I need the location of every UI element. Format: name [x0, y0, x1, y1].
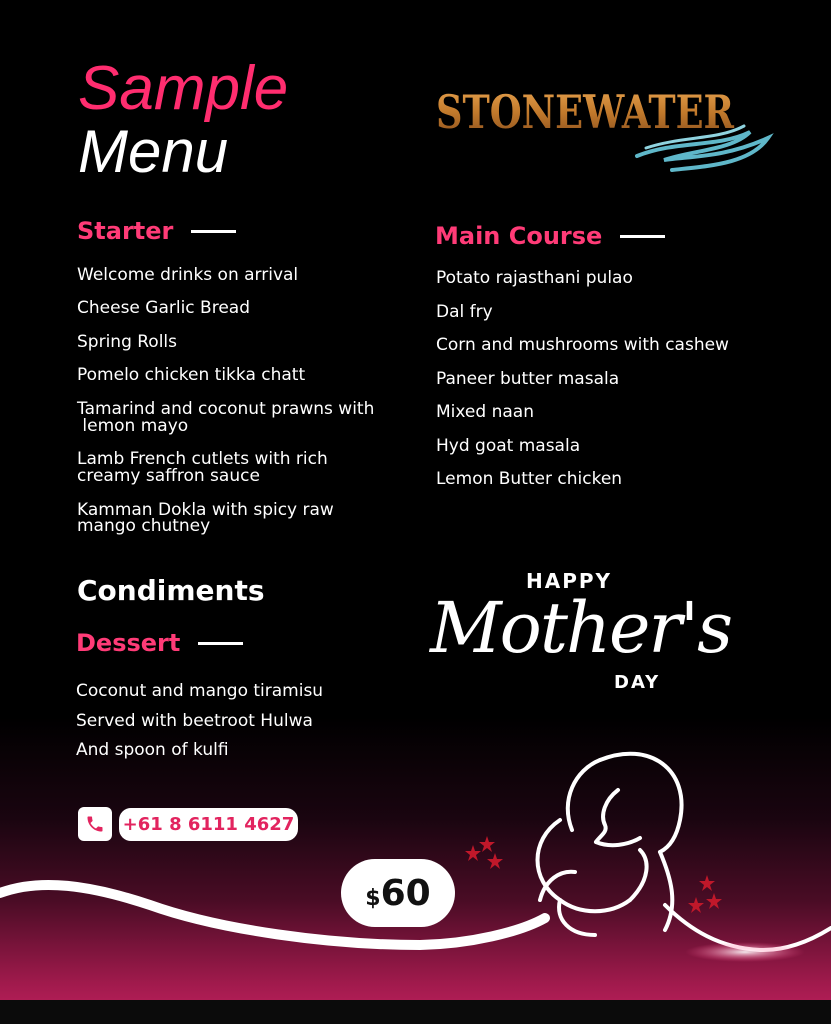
heading-rule [191, 230, 236, 233]
happy-text: HAPPY [526, 569, 613, 593]
condiments-heading: Condiments [77, 574, 265, 607]
heading-rule [198, 642, 243, 645]
main-course-item: Corn and mushrooms with cashew [436, 335, 729, 355]
dessert-item: Served with beetroot Hulwa [76, 711, 313, 731]
phone-icon[interactable] [78, 807, 112, 841]
main-course-item: Lemon Butter chicken [436, 469, 623, 489]
starter-item: Welcome drinks on arrival [77, 265, 299, 285]
bottom-bar [0, 1000, 831, 1024]
main-course-item: Paneer butter masala [436, 369, 620, 389]
logo-text: STONEWATER [436, 85, 735, 139]
starter-heading-label: Starter [77, 217, 174, 245]
starter-heading [77, 217, 236, 245]
starter-item: Tamarind and coconut prawns with [77, 399, 375, 419]
starter-item: creamy saffron sauce [77, 466, 260, 486]
dessert-item: Coconut and mango tiramisu [76, 681, 324, 701]
phone-number[interactable]: +61 8 6111 4627 [119, 808, 298, 841]
starter-item: Lamb French cutlets with rich [77, 449, 328, 469]
light-glow [685, 942, 805, 962]
starter-item: lemon mayo [77, 416, 189, 436]
main-course-item: Hyd goat masala [436, 436, 581, 456]
stonewater-logo [432, 82, 777, 174]
starter-item: Spring Rolls [77, 332, 178, 352]
starter-item: Cheese Garlic Bread [77, 298, 251, 318]
title-sample: Sample [78, 54, 289, 123]
phone-glyph [85, 814, 105, 834]
dessert-item: And spoon of kulfi [76, 740, 229, 760]
starter-item: Pomelo chicken tikka chatt [77, 365, 306, 385]
main-course-item: Potato rajasthani pulao [436, 268, 633, 288]
price-amount: 60 [380, 872, 431, 914]
mother-child-icon [538, 754, 682, 935]
price-currency: $ [365, 885, 381, 911]
main-course-heading [435, 222, 665, 250]
day-text: DAY [614, 672, 661, 693]
main-course-heading-label: Main Course [435, 222, 603, 250]
main-course-item: Dal fry [436, 302, 493, 322]
starter-item: mango chutney [77, 516, 211, 536]
dessert-heading [76, 629, 243, 657]
starter-item: Kamman Dokla with spicy raw [77, 500, 334, 520]
main-course-item: Mixed naan [436, 402, 534, 422]
dessert-heading-label: Dessert [76, 629, 181, 657]
price-badge [341, 859, 455, 927]
white-wave [0, 885, 545, 945]
mothers-text: Mother's [430, 587, 732, 669]
red-stars [465, 836, 722, 913]
heading-rule [620, 235, 665, 238]
title-menu: Menu [78, 118, 229, 185]
